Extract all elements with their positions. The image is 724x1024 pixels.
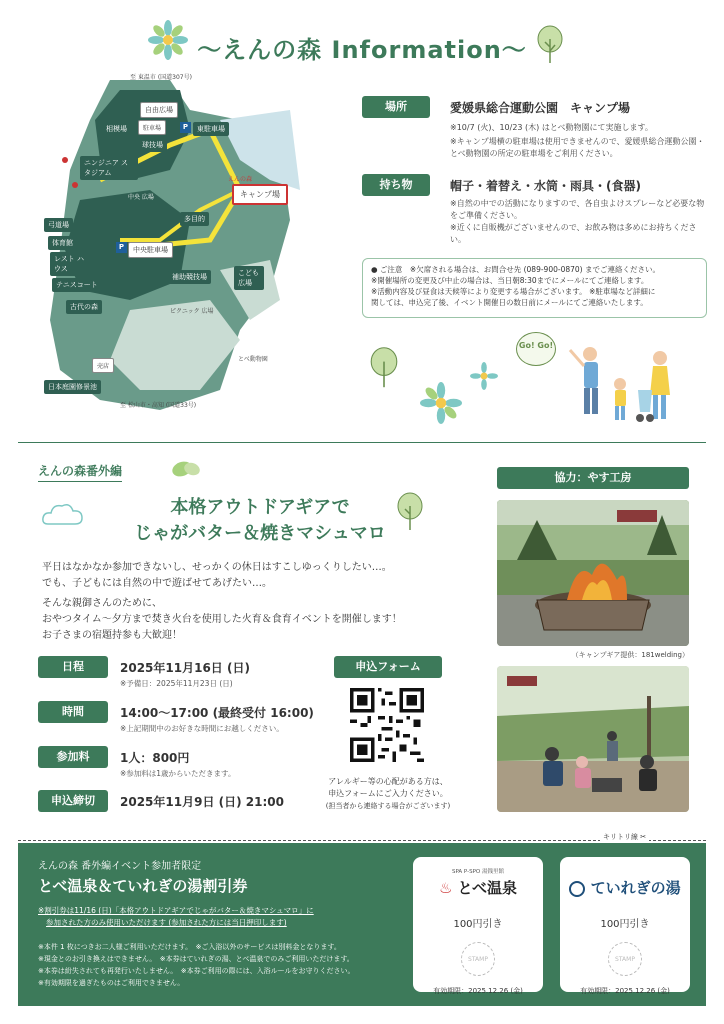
coupon-note: ※現金とのお引き換えはできません。 ※本券はていれぎの湯、とべ温泉でのみご利用いただけます。 xyxy=(38,955,354,963)
notice-line: ※開催場所の変更及び中止の場合は、当日朝8:30までにメールにてご連絡します。 xyxy=(371,276,649,285)
stamp-area: STAMP xyxy=(608,942,642,976)
scissors-icon: ✂ xyxy=(640,833,647,841)
map-zoo: とべ動物園 xyxy=(238,356,268,363)
place-label: 場所 xyxy=(362,96,430,118)
map-kyudojo: 弓道場 xyxy=(44,218,73,232)
map-nyujo: 駐車場 xyxy=(138,120,166,135)
section-divider xyxy=(18,442,706,443)
coupon-condition xyxy=(38,905,418,929)
ticket-brand-top: SPA P-SPO 湯銭里館 xyxy=(451,869,505,875)
date-value: 2025年11月16日 (日) xyxy=(120,661,250,675)
leaf-icon xyxy=(170,458,202,480)
form-label: 申込フォーム xyxy=(334,656,442,678)
time-label: 時間 xyxy=(38,701,108,723)
map-tamokuteki: 多目的 xyxy=(180,212,209,226)
map-camp: キャンプ場 xyxy=(232,184,288,205)
cut-label xyxy=(600,832,649,842)
date-sub: ※予備日：2025年11月23日 (日) xyxy=(120,679,233,688)
parking-icon: P xyxy=(116,242,127,253)
section-title: えんの森番外編 xyxy=(38,462,122,482)
go-bubble: Go! Go! xyxy=(516,332,556,366)
map-kyugijo: 球技場 xyxy=(138,138,167,152)
map-road-top: 至 東温市 (国道307号) xyxy=(130,74,192,81)
ticket-teiregi xyxy=(560,857,690,995)
map-hojo: 補助競技場 xyxy=(168,270,211,284)
map-kodomo: こども 広場 xyxy=(234,266,264,290)
desc-line: 平日はなかなか参加できないし、せっかくの休日はすこしゆっくりしたい…。 xyxy=(42,562,392,573)
bring-note-2: ※近くに自販機がございませんので、お飲み物は多めにお持ちください。 xyxy=(450,223,697,244)
page-title: 〜えんの森 Information〜 xyxy=(197,36,527,64)
fee-value: 1人：800円 xyxy=(120,751,190,765)
map-resthouse: レスト ハウス xyxy=(50,252,88,276)
cut-label-text: キリトリ線 xyxy=(603,833,638,841)
tree-icon xyxy=(535,25,565,65)
map-taiikukan: 体育館 xyxy=(48,236,77,250)
photo-caption: （キャンプギア提供：181welding） xyxy=(571,651,689,659)
photo-fire-pit xyxy=(497,500,689,646)
map-chuo-parking: 中央駐車場 xyxy=(128,242,173,258)
map-picnic: ピクニック 広場 xyxy=(170,308,214,315)
map-background xyxy=(40,70,310,420)
discount-coupon xyxy=(18,843,706,1006)
ticket-discount: 100円引き xyxy=(600,919,650,930)
notice-line: ● ご注意 ※欠席される場合は、お問合せ先 (089-900-0870) までご連絡ください。 xyxy=(371,265,660,274)
family-illustration xyxy=(560,340,700,430)
qr-code[interactable] xyxy=(350,688,424,762)
map-kodai: 古代の森 xyxy=(66,300,102,314)
coupon-condition-line: ※割引券は11/16 (日)「本格アウトドアギアでじゃがバター＆焼きマシュマロ」に xyxy=(38,906,314,915)
desc-line: でも、子どもには自然の中で遊ばせてあげたい…。 xyxy=(42,578,272,589)
notice-box xyxy=(362,258,707,318)
place-note-2: ※キャンプ場横の駐車場は使用できませんので、愛媛県総合運動公園・とべ動物園の所定の駐車場をご利用ください。 xyxy=(450,137,705,158)
desc-line: おやつタイム〜夕方まで焚き火台を使用した火育＆食育イベントを開催します！ xyxy=(42,614,402,625)
deadline-label: 申込締切 xyxy=(38,790,108,812)
form-note xyxy=(318,776,458,812)
event-title-line: 本格アウトドアギアで xyxy=(170,497,350,518)
ticket-expiry: 有効期限：2025.12.26 (金) xyxy=(580,987,670,995)
map-jiyu: 自由広場 xyxy=(140,102,178,118)
coupon-note: ※有効期限を過ぎたものはご利用できません。 xyxy=(38,979,185,987)
event-description xyxy=(42,560,462,644)
form-note-line: アレルギー等の心配がある方は、 xyxy=(328,777,448,786)
map-enno-mori: えんの森 xyxy=(228,176,253,183)
form-note-line: 申込フォームにご入力ください。 xyxy=(328,789,448,798)
map-sagamijo: 相模場 xyxy=(102,122,131,136)
desc-line: そんな親御さんのために、 xyxy=(42,598,162,609)
place-value: 愛媛県総合運動公園 キャンプ場 xyxy=(450,101,631,115)
park-map xyxy=(40,70,310,420)
time-sub: ※上記期間中のお好きな時間にお越しください。 xyxy=(120,724,284,733)
tree-icon xyxy=(395,492,425,532)
time-value: 14:00〜17:00 (最終受付 16:00) xyxy=(120,706,314,720)
map-higashi-parking: 東駐車場 xyxy=(193,122,229,136)
coupon-note: ※本件 1 枚につきお二人様ご利用いただけます。 ※ご入浴以外のサービスは別料金となります。 xyxy=(38,943,341,951)
fee-sub: ※参加料は1歳からいただきます。 xyxy=(120,769,236,778)
stamp-area: STAMP xyxy=(461,942,495,976)
coop-label: 協力：やす工房 xyxy=(497,467,689,489)
map-tennis: テニスコート xyxy=(52,278,102,292)
coupon-title: とべ温泉＆ていれぎの湯割引券 xyxy=(38,877,248,895)
form-note-line: (担当者から連絡する場合がございます) xyxy=(325,802,451,810)
coupon-subtitle: えんの森 番外編イベント参加者限定 xyxy=(38,861,202,872)
bring-label: 持ち物 xyxy=(362,174,430,196)
ticket-discount: 100円引き xyxy=(453,919,503,930)
teiregi-logo-icon xyxy=(569,881,585,897)
tree-icon xyxy=(368,346,400,390)
map-nihon: 日本庭園修景池 xyxy=(44,380,101,394)
photo-participants xyxy=(497,666,689,812)
ticket-brand-name: ていれぎの湯 xyxy=(590,879,681,897)
place-note-1: ※10/7 (火)、10/23 (木) はとべ動物園にて実施します。 xyxy=(450,123,653,132)
notice-line: 関しては、申込完了後、イベント開催日の数日前にメールにてご連絡いたします。 xyxy=(371,298,648,307)
map-ninjin: ニンジニア スタジアム xyxy=(80,156,138,180)
event-title-line: じゃがバター＆焼きマシュマロ xyxy=(134,523,386,544)
parking-icon: P xyxy=(180,122,191,133)
fee-label: 参加料 xyxy=(38,746,108,768)
desc-line: お子さまの宿題持参も大歓迎！ xyxy=(42,630,182,641)
map-baiten: 売店 xyxy=(92,358,114,373)
ticket-brand xyxy=(413,877,543,901)
flower-icon xyxy=(420,382,462,424)
coupon-note: ※本券は紛失されても再発行いたしません。 ※本券ご利用の際には、入浴ルールをお守りください。 xyxy=(38,967,355,975)
ticket-tobe xyxy=(413,857,543,995)
date-label: 日程 xyxy=(38,656,108,678)
flower-icon xyxy=(470,362,498,390)
ticket-brand xyxy=(560,877,690,901)
coupon-condition-line: 参加された方のみ使用いただけます (参加された方には当日押印します) xyxy=(46,918,287,927)
onsen-icon: ♨ xyxy=(438,879,453,897)
ticket-brand-name: とべ温泉 xyxy=(457,879,518,897)
ticket-expiry: 有効期限：2025.12.26 (金) xyxy=(433,987,523,995)
notice-line: ※活動内容及び昼食は天候等により変更する場合がございます。 ※駐車場など詳細に xyxy=(371,287,656,296)
map-chuo-hiroba: 中央 広場 xyxy=(128,194,154,201)
deadline-value: 2025年11月9日 (日) 21:00 xyxy=(120,795,284,809)
map-road-bottom: 至 松山市・高知 (国道33号) xyxy=(120,402,197,409)
coupon-notes xyxy=(38,941,428,989)
bring-value: 帽子・着替え・水筒・雨具・(食器) xyxy=(450,179,641,193)
bring-note-1: ※自然の中での活動になりますので、各自虫よけスプレーなど必要な物をご準備ください。 xyxy=(450,199,705,220)
